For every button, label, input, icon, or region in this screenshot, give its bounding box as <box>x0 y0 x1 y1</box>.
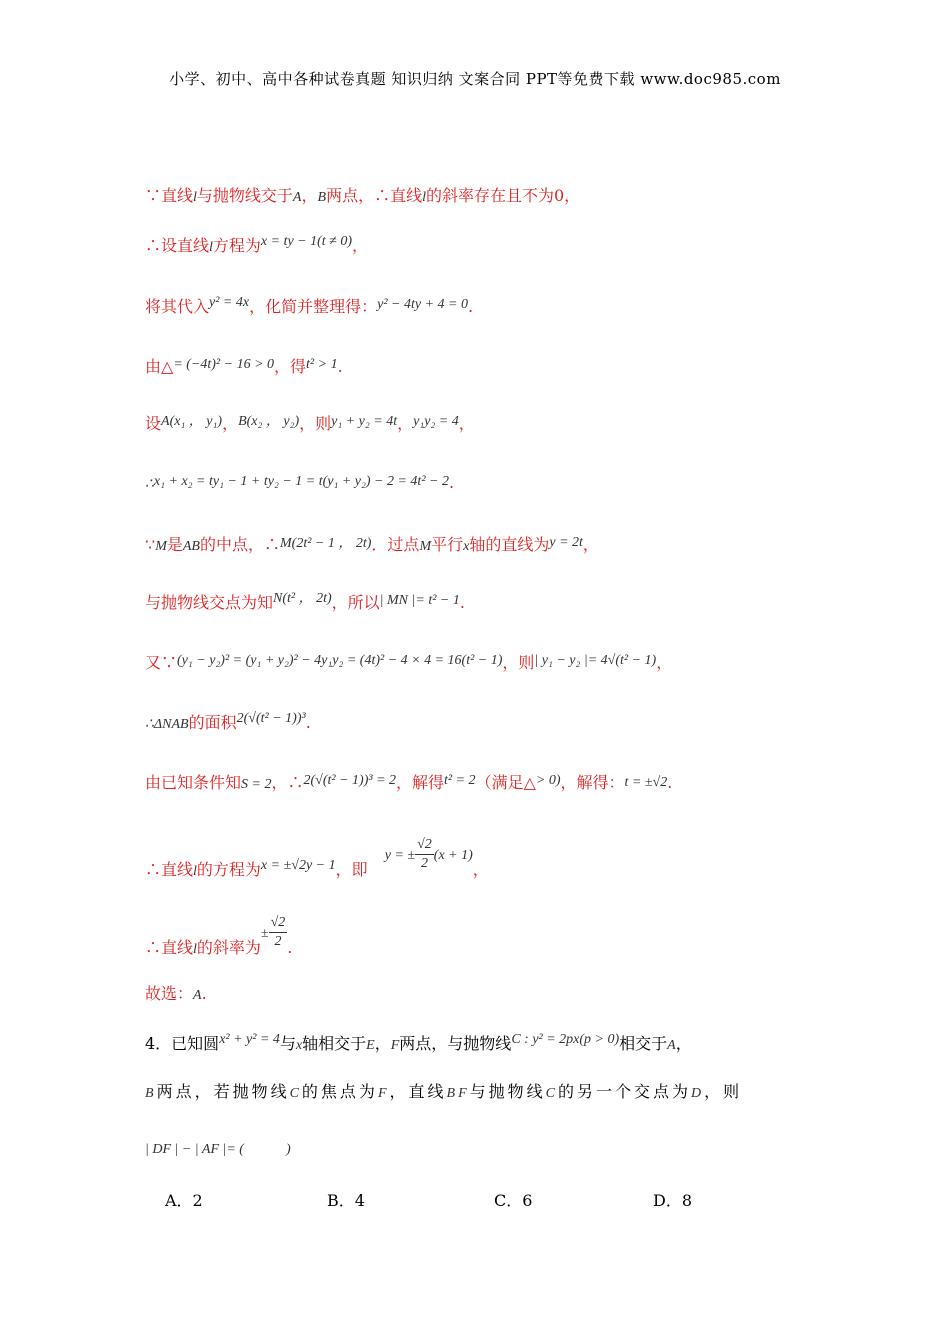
option-b: B．4 <box>327 1191 365 1210</box>
solution-line-7: ∵M是AB的中点，∴M(2t² − 1 ， 2t)．过点M平行x轴的直线为y = 2t， <box>145 535 599 554</box>
solution-line-5: 设A(x₁ ， y₁)，B(x₂ ， y₂)，则y₁ + y₂ = 4t，y₁y₂ = 4， <box>145 414 475 433</box>
option-a: A．2 <box>165 1191 203 1210</box>
solution-line-12: ∴直线l的方程为x = ±√2y − 1，即 y = ± $\frac{√2}{2}$ (x + 1)， <box>145 837 489 879</box>
solution-line-9: 又∵(y₁ − y₂)² = (y₁ + y₂)² − 4y₁y₂ = (4t)² − 4 × 4 = 16(t² − 1)，则| y₁ − y₂ |= 4√(t² − 1)， <box>145 653 673 672</box>
question-line-2: B两点，若抛物线C的焦点为F，直线BF与抛物线C的另一个交点为D，则 <box>145 1082 743 1101</box>
solution-line-10: ∴ΔNAB的面积2(√(t² − 1))³. <box>145 711 311 732</box>
solution-line-2: ∴设直线l方程为x = ty − 1(t ≠ 0)， <box>145 234 369 255</box>
option-c: C．6 <box>494 1191 533 1210</box>
option-d: D．8 <box>653 1191 693 1210</box>
solution-line-6: ∴x₁ + x₂ = ty₁ − 1 + ty₂ − 1 = t(y₁ + y₂) − 2 = 4t² − 2. <box>145 473 455 492</box>
question-line-3: | DF | − | AF |= ( ) <box>145 1142 291 1157</box>
solution-line-14: 故选：A. <box>145 984 207 1003</box>
question-line-1: 4．已知圆x² + y² = 4与x轴相交于E，F两点，与抛物线C : y² = 2px(p > 0)相交于A， <box>145 1032 692 1053</box>
solution-line-13: ∴直线l的斜率为± $\frac{√2}{2}$ . <box>145 915 293 957</box>
solution-line-3: 将其代入y² = 4x，化简并整理得：y² − 4ty + 4 = 0. <box>145 295 474 316</box>
solution-line-11: 由已知条件知S = 2，∴2(√(t² − 1))³ = 2，解得t² = 2（满足△> 0)，解得：t = ±√2. <box>145 773 673 792</box>
fraction-sqrt2-over-2: $\frac{√2}{2}$ <box>417 837 432 871</box>
page-header: 小学、初中、高中各种试卷真题 知识归纳 文案合同 PPT等免费下载 www.doc985.com <box>169 70 781 88</box>
fraction-sqrt2-over-2: $\frac{√2}{2}$ <box>270 915 286 949</box>
solution-line-1: ∵直线l与抛物线交于A，B两点，∴直线l的斜率存在且不为0， <box>145 186 581 205</box>
solution-line-8: 与抛物线交点为知N(t² ， 2t)，所以| MN |= t² − 1. <box>145 591 465 612</box>
solution-line-4: 由△= (−4t)² − 16 > 0，得t² > 1. <box>145 357 343 376</box>
